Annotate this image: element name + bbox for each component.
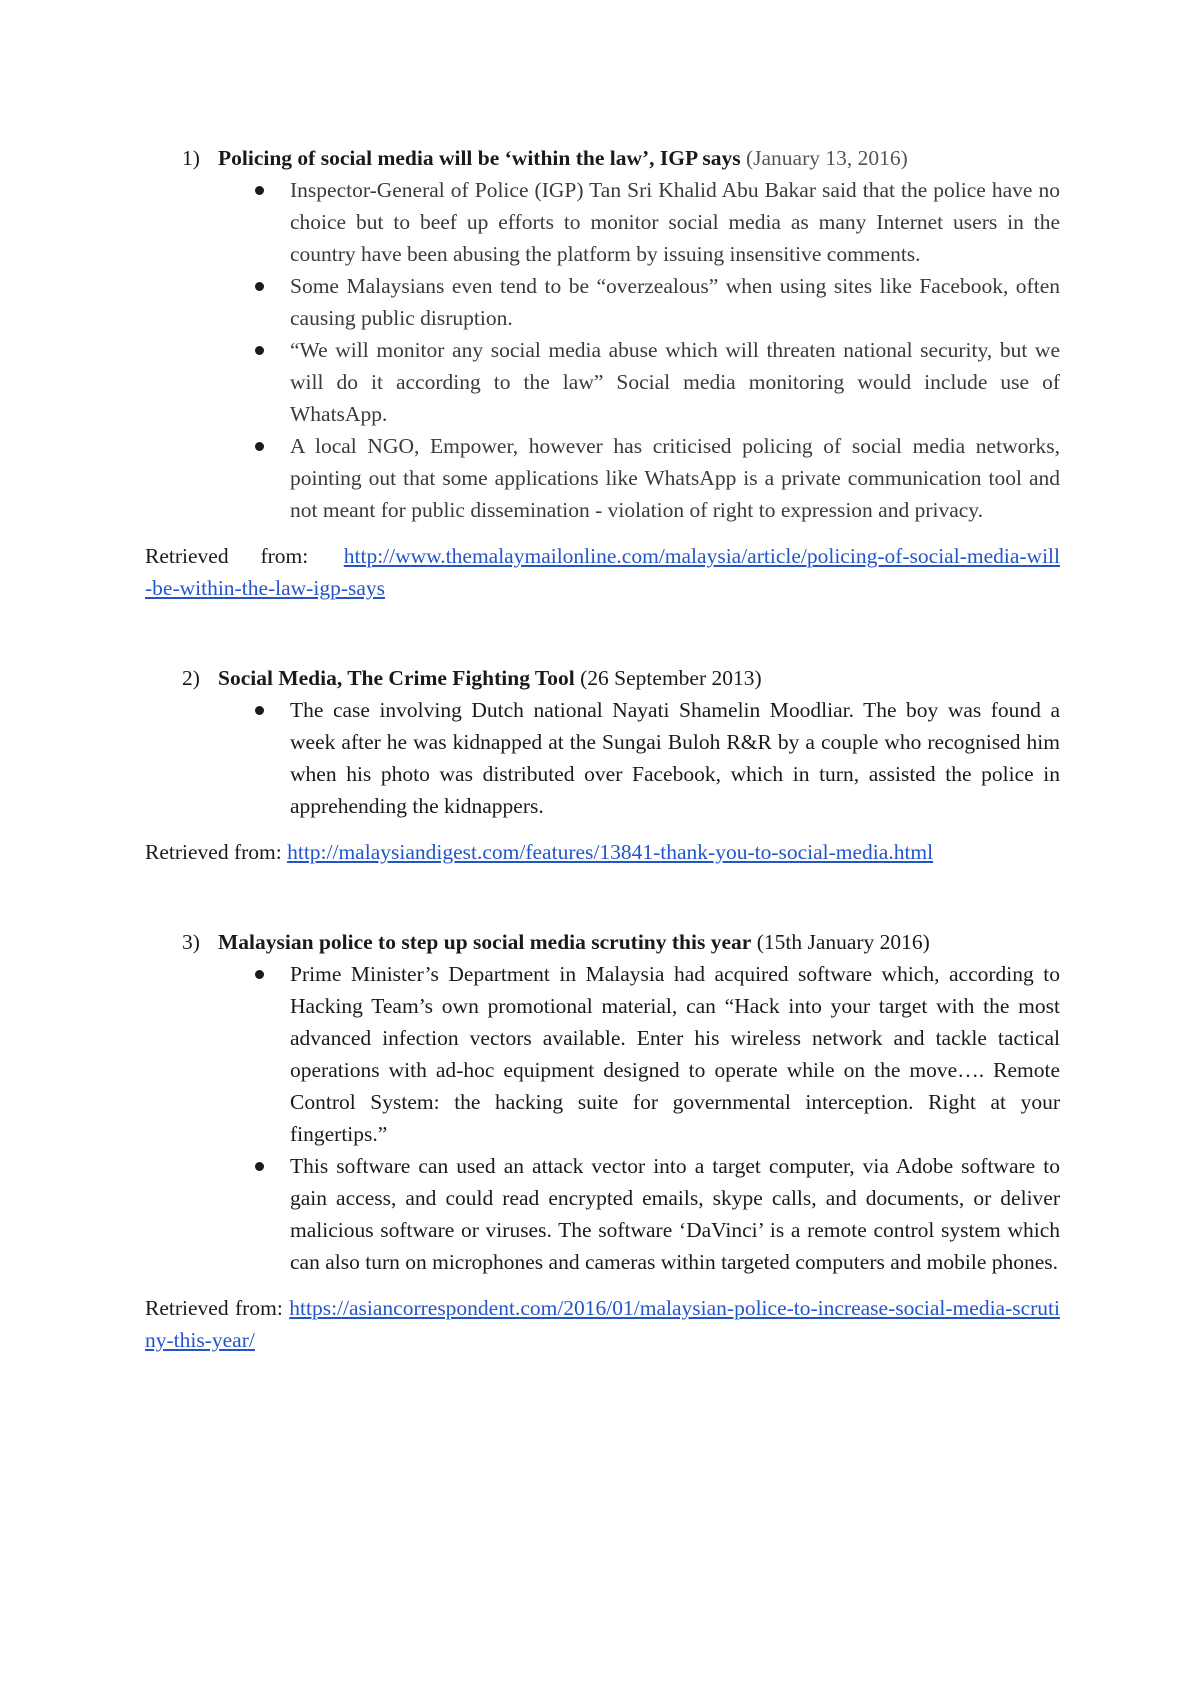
article-title: Policing of social media will be ‘within the law’, IGP says [218,146,741,170]
bullet-text: Prime Minister’s Department in Malaysia had acquired software which, according to Hacking Team’s own promotional material, can “Hack into your target with the most advanced infection vectors available. Enter his wireless network and tackle tactical operations with ad-hoc equipment designed to operate while on the move…. Remote Control System: the hacking suite for governmental interception. Right at your fingertips.” [290,962,1060,1146]
source-link[interactable]: http://malaysiandigest.com/features/13841-thank-you-to-social-media.html [287,840,934,864]
bullet-icon [255,706,264,715]
bullet-item [290,334,1060,430]
bullet-list [145,694,1060,822]
bullet-text: Some Malaysians even tend to be “overzealous” when using sites like Facebook, often causing public disruption. [290,274,1060,330]
list-number: 3) [182,930,200,954]
source-citation [145,836,1060,868]
bullet-item [290,174,1060,270]
list-number: 1) [182,146,200,170]
list-number: 2) [182,666,200,690]
bullet-icon [255,1162,264,1171]
bullet-icon [255,282,264,291]
source-label: Retrieved from: [145,840,282,864]
bullet-list [145,174,1060,526]
bullet-item [290,270,1060,334]
article-heading [145,662,1060,694]
bullet-item [290,1150,1060,1278]
article-date: (15th January 2016) [756,930,930,954]
article-section-2 [145,662,1060,868]
source-citation [145,1292,1060,1356]
document-page [145,142,1060,1378]
bullet-icon [255,970,264,979]
article-heading [145,926,1060,958]
article-heading [145,142,1060,174]
article-section-3 [145,926,1060,1356]
source-citation [145,540,1060,604]
bullet-text: “We will monitor any social media abuse which will threaten national security, but we will do it according to the law” Social media monitoring would include use of WhatsApp. [290,338,1060,426]
article-date: (January 13, 2016) [745,146,908,170]
bullet-list [145,958,1060,1278]
bullet-text: The case involving Dutch national Nayati Shamelin Moodliar. The boy was found a week after he was kidnapped at the Sungai Buloh R&R by a couple who recognised him when his photo was distributed over Facebook, which in turn, assisted the police in apprehending the kidnappers. [290,698,1060,818]
source-label: Retrieved from: [145,544,309,568]
bullet-icon [255,442,264,451]
bullet-icon [255,186,264,195]
bullet-item [290,430,1060,526]
article-title: Social Media, The Crime Fighting Tool [218,666,575,690]
article-title: Malaysian police to step up social media scrutiny this year [218,930,752,954]
source-link[interactable]: http://www.themalaymailonline.com/malaysia/article/policing-of-social-media-will-be-within-the-law-igp-says [145,544,1061,600]
bullet-text: This software can used an attack vector into a target computer, via Adobe software to gain access, and could read encrypted emails, skype calls, and documents, or deliver malicious software or viruses. The software ‘DaVinci’ is a remote control system which can also turn on microphones and cameras within targeted computers and mobile phones. [290,1154,1060,1274]
bullet-item [290,958,1060,1150]
source-link[interactable]: https://asiancorrespondent.com/2016/01/malaysian-police-to-increase-social-media-scrutiny-this-year/ [145,1296,1061,1352]
bullet-item [290,694,1060,822]
bullet-text: A local NGO, Empower, however has criticised policing of social media networks, pointing out that some applications like WhatsApp is a private communication tool and not meant for public dissemination - violation of right to expression and privacy. [290,434,1060,522]
article-date: (26 September 2013) [580,666,762,690]
bullet-text: Inspector-General of Police (IGP) Tan Sri Khalid Abu Bakar said that the police have no choice but to beef up efforts to monitor social media as many Internet users in the country have been abusing the platform by issuing insensitive comments. [290,178,1060,266]
article-section-1 [145,142,1060,604]
source-label: Retrieved from: [145,1296,283,1320]
bullet-icon [255,346,264,355]
